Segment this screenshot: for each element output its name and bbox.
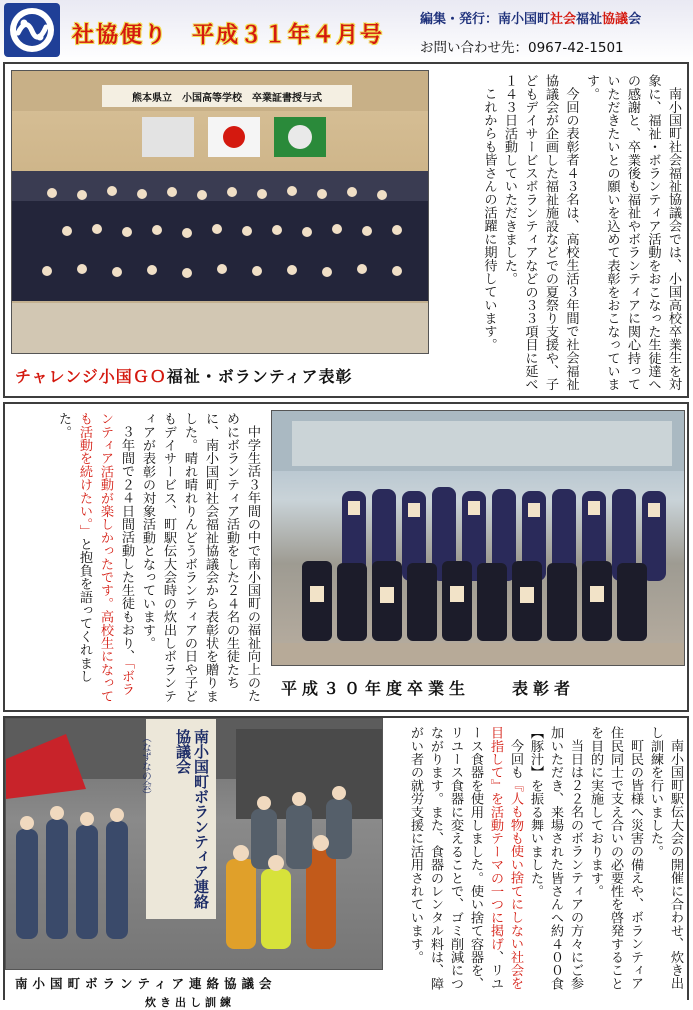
section-volunteer-drill xyxy=(3,716,689,1009)
page-header xyxy=(0,0,693,62)
article-junior-high-text: 中学生活３年間の中で南小国町の福祉向上のためにボランティア活動をした２４名の生徒たちに、南小国町社会福祉協議会から表彰状を贈りました。晴れ晴れりんどうボランティアの日や子どもデイサービス、町駅伝大会時の炊出しボランティアが表彰の対象活動となっています。 ３年間で２４日間活動した生徒もおり、「ボランティア活動が楽しかったです。高校生になっても活動を続けたい。」と抱負を語ってくれました。 xyxy=(56,412,260,703)
section-graduation-award xyxy=(3,62,689,398)
section-junior-high-award xyxy=(3,402,689,712)
volunteer-caption: 南小国町ボランティア連絡協議会 xyxy=(15,976,277,991)
ceremony-photo xyxy=(11,70,429,354)
ceremony-banner: 熊本県立 小国高等学校 卒業証書授与式 xyxy=(132,93,322,104)
logo-icon xyxy=(4,3,60,57)
newsletter-title: 社協便り 平成３１年４月号 xyxy=(72,23,385,48)
graduates-photo xyxy=(271,410,685,666)
article-drill-text: 南小国町駅伝大会の開催に合わせ、炊き出し訓練を行いました。 町民の皆様へ災害の備えや、ボランティア住民同士で支え合いの必要性を啓発することを目的に実施しております。 当日は２２名のボランティアの方々にご参加いただき、来場された皆さんへ約４００食【豚汁】を振る舞いました。 今回も『人も物も使い捨てにしない社会を目指して』を活動テーマの一つに掲げ、リユース食器を使用しました。使い捨て容器を、リユース食器に変えることで、ゴミ削減につながります。また、食器のレンタル料は、障がい者の就労支援に活用されています。 xyxy=(408,726,683,991)
graduates-caption: 平成３０年度卒業生 表彰者 xyxy=(281,679,576,698)
article-award-text: 南小国町社会福祉協議会では、小国高校卒業生を対象に、福祉・ボランティア活動をおこなった生徒達への感謝と、卒業後も福祉やボランティアに関心持っていただきたいとの願いを込めて表彰をおこなっています。 今回の表彰者４３名は、高校生活３年間で社会福祉協議会が企画した福祉施設などでの夏祭り支援や、子どもデイサービスボランティアなどの３３項目に延べ１４３日活動していただきました。 これからも皆さんの活躍に期待しています。 xyxy=(481,74,681,391)
volunteer-sign: 南小国町ボランティア連絡協議会 xyxy=(174,729,210,909)
contact-line: お問い合わせ先：0967-42-1501 xyxy=(420,40,624,56)
contact-phone: 0967-42-1501 xyxy=(528,40,624,56)
volunteer-group-photo xyxy=(5,718,383,970)
publisher-line: 編集・発行：南小国町社会福祉協議会 xyxy=(420,12,642,27)
award-caption: チャレンジ小国ＧＯ福祉・ボランティア表彰 xyxy=(15,367,353,386)
volunteer-sign-sub: （なずなの会） xyxy=(140,733,151,800)
volunteer-caption-sub: 炊き出し訓練 xyxy=(145,996,235,1009)
